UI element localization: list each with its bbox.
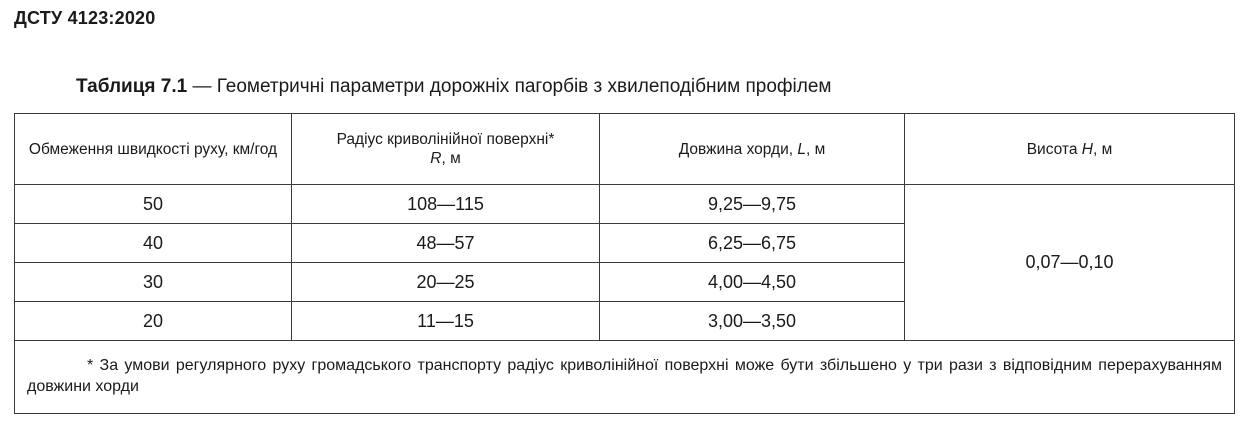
- table-caption: [76, 76, 831, 98]
- header-chord-var: L: [797, 140, 806, 158]
- cell-height-merged: 0,07—0,10: [905, 185, 1235, 341]
- table-footnote: [15, 341, 1235, 414]
- cell-chord: 9,25—9,75: [600, 185, 905, 224]
- header-radius-var: R: [430, 150, 442, 167]
- header-height: [905, 114, 1235, 185]
- header-chord-text: Довжина хорди,: [678, 140, 798, 158]
- header-chord: [600, 114, 905, 185]
- table-caption-title: — Геометричні параметри дорожніх пагорбів з хвилеподібним профілем: [187, 76, 832, 97]
- cell-speed: 40: [15, 224, 292, 263]
- cell-speed: 20: [15, 302, 292, 341]
- header-radius: [292, 114, 600, 185]
- table-caption-number: Таблиця 7.1: [76, 76, 188, 97]
- cell-chord: 3,00—3,50: [600, 302, 905, 341]
- cell-speed: 50: [15, 185, 292, 224]
- header-height-text: Висота: [1026, 140, 1082, 158]
- cell-chord: 6,25—6,75: [600, 224, 905, 263]
- document-header: ДСТУ 4123:2020: [14, 8, 156, 28]
- table-footnote-row: [15, 341, 1235, 414]
- header-height-var: H: [1081, 140, 1093, 158]
- parameters-table: [14, 113, 1235, 414]
- header-height-unit: , м: [1092, 140, 1113, 158]
- header-speed: Обмеження швидкості руху, км/год: [15, 114, 292, 185]
- header-chord-unit: , м: [806, 140, 826, 158]
- table-header-row: [15, 114, 1235, 185]
- header-radius-text: Радіус криволінійної поверхні*: [336, 131, 555, 148]
- cell-radius: 108—115: [292, 185, 600, 224]
- cell-speed: 30: [15, 263, 292, 302]
- table-row: [15, 185, 1235, 224]
- header-radius-unit: , м: [441, 150, 461, 167]
- cell-radius: 11—15: [292, 302, 600, 341]
- cell-chord: 4,00—4,50: [600, 263, 905, 302]
- cell-radius: 20—25: [292, 263, 600, 302]
- footnote-text: * За умови регулярного руху громадського транспорту радіус криволінійної поверхні може бути збільшено у три рази з відповідним перерахуванням довжини хорди: [27, 357, 1222, 395]
- cell-radius: 48—57: [292, 224, 600, 263]
